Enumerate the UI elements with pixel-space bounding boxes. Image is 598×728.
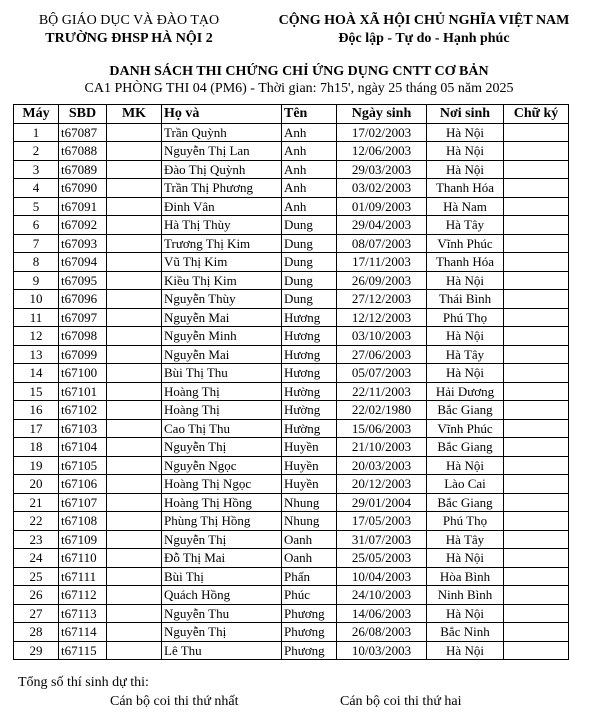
cell-ngay-sinh: 12/06/2003 [337, 142, 427, 161]
cell-ho-va: Nguyễn Mai [162, 345, 282, 364]
cell-noi-sinh: Hải Dương [427, 382, 504, 401]
table-row [14, 586, 569, 605]
cell-ten: Phấn [282, 567, 337, 586]
cell-chu-ky [504, 142, 569, 161]
cell-ten: Oanh [282, 549, 337, 568]
cell-ten: Anh [282, 197, 337, 216]
cell-sbd: t67097 [59, 308, 107, 327]
cell-ten: Anh [282, 160, 337, 179]
cell-sbd: t67091 [59, 197, 107, 216]
cell-noi-sinh: Hòa Bình [427, 567, 504, 586]
cell-sbd: t67088 [59, 142, 107, 161]
cell-ngay-sinh: 17/05/2003 [337, 512, 427, 531]
cell-may: 17 [14, 419, 59, 438]
cell-chu-ky [504, 345, 569, 364]
cell-noi-sinh: Phú Thọ [427, 308, 504, 327]
cell-may: 25 [14, 567, 59, 586]
cell-may: 16 [14, 401, 59, 420]
cell-ten: Anh [282, 142, 337, 161]
cell-ngay-sinh: 27/06/2003 [337, 345, 427, 364]
cell-ngay-sinh: 22/02/1980 [337, 401, 427, 420]
cell-sbd: t67114 [59, 623, 107, 642]
cell-chu-ky [504, 308, 569, 327]
candidate-table [13, 104, 569, 660]
cell-may: 20 [14, 475, 59, 494]
cell-noi-sinh: Hà Nội [427, 641, 504, 660]
table-row [14, 308, 569, 327]
table-row [14, 364, 569, 383]
cell-ngay-sinh: 27/12/2003 [337, 290, 427, 309]
table-row [14, 327, 569, 346]
cell-noi-sinh: Hà Nội [427, 142, 504, 161]
cell-ten: Phương [282, 623, 337, 642]
cell-sbd: t67089 [59, 160, 107, 179]
col-header-ngay-sinh: Ngày sinh [337, 105, 427, 124]
cell-ten: Dung [282, 234, 337, 253]
cell-chu-ky [504, 290, 569, 309]
cell-sbd: t67113 [59, 604, 107, 623]
cell-noi-sinh: Hà Nội [427, 327, 504, 346]
cell-chu-ky [504, 216, 569, 235]
cell-noi-sinh: Hà Nội [427, 160, 504, 179]
cell-ngay-sinh: 17/11/2003 [337, 253, 427, 272]
cell-chu-ky [504, 160, 569, 179]
cell-mk [107, 142, 162, 161]
cell-noi-sinh: Thanh Hóa [427, 253, 504, 272]
cell-may: 9 [14, 271, 59, 290]
table-row [14, 345, 569, 364]
cell-may: 3 [14, 160, 59, 179]
cell-ngay-sinh: 03/10/2003 [337, 327, 427, 346]
cell-chu-ky [504, 419, 569, 438]
cell-ngay-sinh: 08/07/2003 [337, 234, 427, 253]
cell-noi-sinh: Bắc Giang [427, 493, 504, 512]
cell-mk [107, 567, 162, 586]
cell-sbd: t67093 [59, 234, 107, 253]
cell-sbd: t67098 [59, 327, 107, 346]
cell-ten: Anh [282, 123, 337, 142]
cell-chu-ky [504, 604, 569, 623]
cell-noi-sinh: Vĩnh Phúc [427, 234, 504, 253]
cell-ho-va: Nguyễn Thị [162, 623, 282, 642]
cell-mk [107, 456, 162, 475]
cell-mk [107, 123, 162, 142]
cell-chu-ky [504, 401, 569, 420]
cell-ten: Dung [282, 216, 337, 235]
proctor-2-label: Cán bộ coi thi thứ hai [340, 694, 462, 709]
table-row [14, 197, 569, 216]
cell-ten: Hương [282, 364, 337, 383]
cell-ngay-sinh: 29/04/2003 [337, 216, 427, 235]
cell-sbd: t67112 [59, 586, 107, 605]
cell-may: 22 [14, 512, 59, 531]
cell-sbd: t67115 [59, 641, 107, 660]
table-row [14, 512, 569, 531]
cell-ngay-sinh: 17/02/2003 [337, 123, 427, 142]
cell-chu-ky [504, 567, 569, 586]
cell-ngay-sinh: 01/09/2003 [337, 197, 427, 216]
cell-noi-sinh: Hà Tây [427, 216, 504, 235]
cell-mk [107, 623, 162, 642]
table-row [14, 290, 569, 309]
cell-ngay-sinh: 20/12/2003 [337, 475, 427, 494]
cell-mk [107, 549, 162, 568]
cell-ho-va: Bùi Thị [162, 567, 282, 586]
cell-ho-va: Nguyễn Ngọc [162, 456, 282, 475]
cell-ho-va: Trần Quỳnh [162, 123, 282, 142]
cell-may: 4 [14, 179, 59, 198]
cell-may: 21 [14, 493, 59, 512]
cell-sbd: t67087 [59, 123, 107, 142]
country-name: CỘNG HOÀ XÃ HỘI CHỦ NGHĨA VIỆT NAM [278, 13, 570, 28]
cell-chu-ky [504, 641, 569, 660]
cell-chu-ky [504, 271, 569, 290]
cell-ten: Phúc [282, 586, 337, 605]
cell-ngay-sinh: 26/09/2003 [337, 271, 427, 290]
cell-mk [107, 179, 162, 198]
cell-ten: Hường [282, 419, 337, 438]
table-row [14, 438, 569, 457]
cell-may: 14 [14, 364, 59, 383]
cell-chu-ky [504, 253, 569, 272]
cell-sbd: t67102 [59, 401, 107, 420]
cell-ten: Huyền [282, 438, 337, 457]
cell-ten: Nhung [282, 512, 337, 531]
col-header-may: Máy [14, 105, 59, 124]
cell-ho-va: Kiều Thị Kim [162, 271, 282, 290]
cell-ten: Hương [282, 308, 337, 327]
cell-ngay-sinh: 14/06/2003 [337, 604, 427, 623]
cell-may: 8 [14, 253, 59, 272]
cell-ngay-sinh: 21/10/2003 [337, 438, 427, 457]
cell-may: 19 [14, 456, 59, 475]
cell-ten: Dung [282, 253, 337, 272]
cell-ho-va: Vũ Thị Kim [162, 253, 282, 272]
cell-sbd: t67101 [59, 382, 107, 401]
proctor-1-label: Cán bộ coi thi thứ nhất [110, 694, 239, 709]
cell-noi-sinh: Lào Cai [427, 475, 504, 494]
cell-ho-va: Phùng Thị Hồng [162, 512, 282, 531]
cell-sbd: t67104 [59, 438, 107, 457]
cell-ho-va: Trần Thị Phương [162, 179, 282, 198]
cell-may: 10 [14, 290, 59, 309]
table-row [14, 623, 569, 642]
cell-sbd: t67110 [59, 549, 107, 568]
cell-sbd: t67092 [59, 216, 107, 235]
cell-chu-ky [504, 438, 569, 457]
table-row [14, 253, 569, 272]
cell-ngay-sinh: 26/08/2003 [337, 623, 427, 642]
cell-mk [107, 419, 162, 438]
cell-ngay-sinh: 03/02/2003 [337, 179, 427, 198]
cell-ten: Hương [282, 345, 337, 364]
table-row [14, 419, 569, 438]
cell-chu-ky [504, 623, 569, 642]
table-row [14, 493, 569, 512]
cell-ngay-sinh: 25/05/2003 [337, 549, 427, 568]
cell-mk [107, 327, 162, 346]
table-row [14, 567, 569, 586]
cell-mk [107, 401, 162, 420]
cell-ten: Huyền [282, 456, 337, 475]
cell-may: 15 [14, 382, 59, 401]
cell-sbd: t67111 [59, 567, 107, 586]
cell-ho-va: Nguyễn Thị Lan [162, 142, 282, 161]
cell-may: 1 [14, 123, 59, 142]
table-row [14, 142, 569, 161]
cell-sbd: t67109 [59, 530, 107, 549]
cell-ngay-sinh: 15/06/2003 [337, 419, 427, 438]
cell-may: 27 [14, 604, 59, 623]
cell-mk [107, 382, 162, 401]
cell-sbd: t67100 [59, 364, 107, 383]
cell-noi-sinh: Hà Tây [427, 530, 504, 549]
cell-chu-ky [504, 382, 569, 401]
cell-mk [107, 475, 162, 494]
cell-mk [107, 345, 162, 364]
cell-mk [107, 216, 162, 235]
cell-ten: Hương [282, 327, 337, 346]
cell-ho-va: Cao Thị Thu [162, 419, 282, 438]
cell-sbd: t67094 [59, 253, 107, 272]
cell-ten: Dung [282, 271, 337, 290]
cell-ho-va: Nguyễn Thị [162, 530, 282, 549]
table-row [14, 549, 569, 568]
total-candidates-label: Tổng số thí sinh dự thi: [18, 675, 149, 690]
cell-sbd: t67105 [59, 456, 107, 475]
cell-ho-va: Hoàng Thị [162, 401, 282, 420]
cell-mk [107, 512, 162, 531]
cell-ho-va: Đỗ Thị Mai [162, 549, 282, 568]
cell-noi-sinh: Hà Nội [427, 549, 504, 568]
col-header-ten: Tên [282, 105, 337, 124]
table-row [14, 475, 569, 494]
cell-chu-ky [504, 179, 569, 198]
cell-sbd: t67103 [59, 419, 107, 438]
cell-noi-sinh: Vĩnh Phúc [427, 419, 504, 438]
table-row [14, 382, 569, 401]
cell-ngay-sinh: 24/10/2003 [337, 586, 427, 605]
cell-may: 2 [14, 142, 59, 161]
cell-sbd: t67096 [59, 290, 107, 309]
cell-ho-va: Nguyễn Thùy [162, 290, 282, 309]
cell-ho-va: Nguyễn Mai [162, 308, 282, 327]
cell-chu-ky [504, 197, 569, 216]
exam-session-info: CA1 PHÒNG THI 04 (PM6) - Thời gian: 7h15', ngày 25 tháng 05 năm 2025 [84, 81, 514, 96]
cell-mk [107, 493, 162, 512]
cell-may: 7 [14, 234, 59, 253]
table-row [14, 530, 569, 549]
cell-may: 13 [14, 345, 59, 364]
cell-sbd: t67106 [59, 475, 107, 494]
school-name: TRƯỜNG ĐHSP HÀ NỘI 2 [45, 31, 213, 46]
table-row [14, 216, 569, 235]
cell-may: 29 [14, 641, 59, 660]
cell-may: 6 [14, 216, 59, 235]
cell-mk [107, 271, 162, 290]
cell-mk [107, 234, 162, 253]
cell-sbd: t67099 [59, 345, 107, 364]
cell-may: 24 [14, 549, 59, 568]
cell-ho-va: Nguyễn Thị [162, 438, 282, 457]
cell-chu-ky [504, 123, 569, 142]
national-header [255, 12, 593, 48]
cell-mk [107, 530, 162, 549]
cell-chu-ky [504, 530, 569, 549]
table-row [14, 179, 569, 198]
cell-noi-sinh: Hà Nội [427, 364, 504, 383]
cell-noi-sinh: Hà Nội [427, 123, 504, 142]
cell-mk [107, 290, 162, 309]
cell-ngay-sinh: 12/12/2003 [337, 308, 427, 327]
cell-mk [107, 308, 162, 327]
cell-chu-ky [504, 493, 569, 512]
table-row [14, 160, 569, 179]
institution-header [8, 12, 250, 48]
cell-chu-ky [504, 512, 569, 531]
cell-noi-sinh: Bắc Ninh [427, 623, 504, 642]
cell-noi-sinh: Bắc Giang [427, 401, 504, 420]
cell-ten: Dung [282, 290, 337, 309]
cell-chu-ky [504, 364, 569, 383]
cell-mk [107, 604, 162, 623]
cell-ho-va: Hoàng Thị Ngọc [162, 475, 282, 494]
cell-ngay-sinh: 10/04/2003 [337, 567, 427, 586]
cell-mk [107, 160, 162, 179]
cell-mk [107, 364, 162, 383]
cell-ho-va: Trương Thị Kim [162, 234, 282, 253]
cell-chu-ky [504, 234, 569, 253]
cell-ten: Huyền [282, 475, 337, 494]
cell-noi-sinh: Thanh Hóa [427, 179, 504, 198]
table-row [14, 456, 569, 475]
cell-ngay-sinh: 31/07/2003 [337, 530, 427, 549]
cell-noi-sinh: Hà Nội [427, 456, 504, 475]
cell-ten: Hường [282, 382, 337, 401]
table-row [14, 271, 569, 290]
col-header-noi-sinh: Nơi sinh [427, 105, 504, 124]
cell-mk [107, 641, 162, 660]
col-header-sbd: SBD [59, 105, 107, 124]
cell-mk [107, 438, 162, 457]
cell-ho-va: Bùi Thị Thu [162, 364, 282, 383]
cell-sbd: t67090 [59, 179, 107, 198]
cell-may: 12 [14, 327, 59, 346]
cell-ngay-sinh: 05/07/2003 [337, 364, 427, 383]
cell-ten: Anh [282, 179, 337, 198]
table-body [14, 123, 569, 660]
table-row [14, 123, 569, 142]
cell-noi-sinh: Hà Nội [427, 604, 504, 623]
cell-noi-sinh: Ninh Bình [427, 586, 504, 605]
cell-ten: Phương [282, 641, 337, 660]
cell-ten: Phương [282, 604, 337, 623]
table-row [14, 401, 569, 420]
cell-ho-va: Đào Thị Quỳnh [162, 160, 282, 179]
col-header-ho-va: Họ và [162, 105, 282, 124]
cell-chu-ky [504, 475, 569, 494]
cell-noi-sinh: Hà Nội [427, 271, 504, 290]
col-header-chu-ky: Chữ ký [504, 105, 569, 124]
cell-ho-va: Quách Hồng [162, 586, 282, 605]
cell-sbd: t67095 [59, 271, 107, 290]
ministry-name: BỘ GIÁO DỤC VÀ ĐÀO TẠO [38, 13, 220, 28]
motto: Độc lập - Tự do - Hạnh phúc [338, 31, 510, 46]
cell-noi-sinh: Bắc Giang [427, 438, 504, 457]
cell-sbd: t67107 [59, 493, 107, 512]
cell-mk [107, 253, 162, 272]
cell-ngay-sinh: 29/03/2003 [337, 160, 427, 179]
cell-noi-sinh: Phú Thọ [427, 512, 504, 531]
cell-may: 26 [14, 586, 59, 605]
table-row [14, 234, 569, 253]
cell-may: 5 [14, 197, 59, 216]
cell-ho-va: Hoàng Thị [162, 382, 282, 401]
cell-ho-va: Lê Thu [162, 641, 282, 660]
cell-ho-va: Hà Thị Thùy [162, 216, 282, 235]
cell-may: 28 [14, 623, 59, 642]
cell-chu-ky [504, 586, 569, 605]
cell-may: 23 [14, 530, 59, 549]
cell-mk [107, 586, 162, 605]
cell-ngay-sinh: 20/03/2003 [337, 456, 427, 475]
cell-may: 18 [14, 438, 59, 457]
cell-noi-sinh: Hà Tây [427, 345, 504, 364]
cell-ho-va: Nguyễn Minh [162, 327, 282, 346]
cell-may: 11 [14, 308, 59, 327]
cell-ho-va: Nguyễn Thu [162, 604, 282, 623]
cell-chu-ky [504, 327, 569, 346]
cell-ngay-sinh: 29/01/2004 [337, 493, 427, 512]
cell-noi-sinh: Hà Nam [427, 197, 504, 216]
cell-noi-sinh: Thái Bình [427, 290, 504, 309]
cell-ho-va: Hoàng Thị Hồng [162, 493, 282, 512]
cell-ngay-sinh: 22/11/2003 [337, 382, 427, 401]
table-header-row [14, 105, 569, 124]
document-title: DANH SÁCH THI CHỨNG CHỈ ỨNG DỤNG CNTT CƠ BẢN [109, 64, 489, 79]
col-header-mk: MK [107, 105, 162, 124]
cell-ten: Hường [282, 401, 337, 420]
cell-ngay-sinh: 10/03/2003 [337, 641, 427, 660]
cell-ten: Nhung [282, 493, 337, 512]
table-row [14, 641, 569, 660]
cell-ho-va: Đinh Vân [162, 197, 282, 216]
cell-chu-ky [504, 549, 569, 568]
cell-chu-ky [504, 456, 569, 475]
cell-mk [107, 197, 162, 216]
table-row [14, 604, 569, 623]
cell-sbd: t67108 [59, 512, 107, 531]
cell-ten: Oanh [282, 530, 337, 549]
